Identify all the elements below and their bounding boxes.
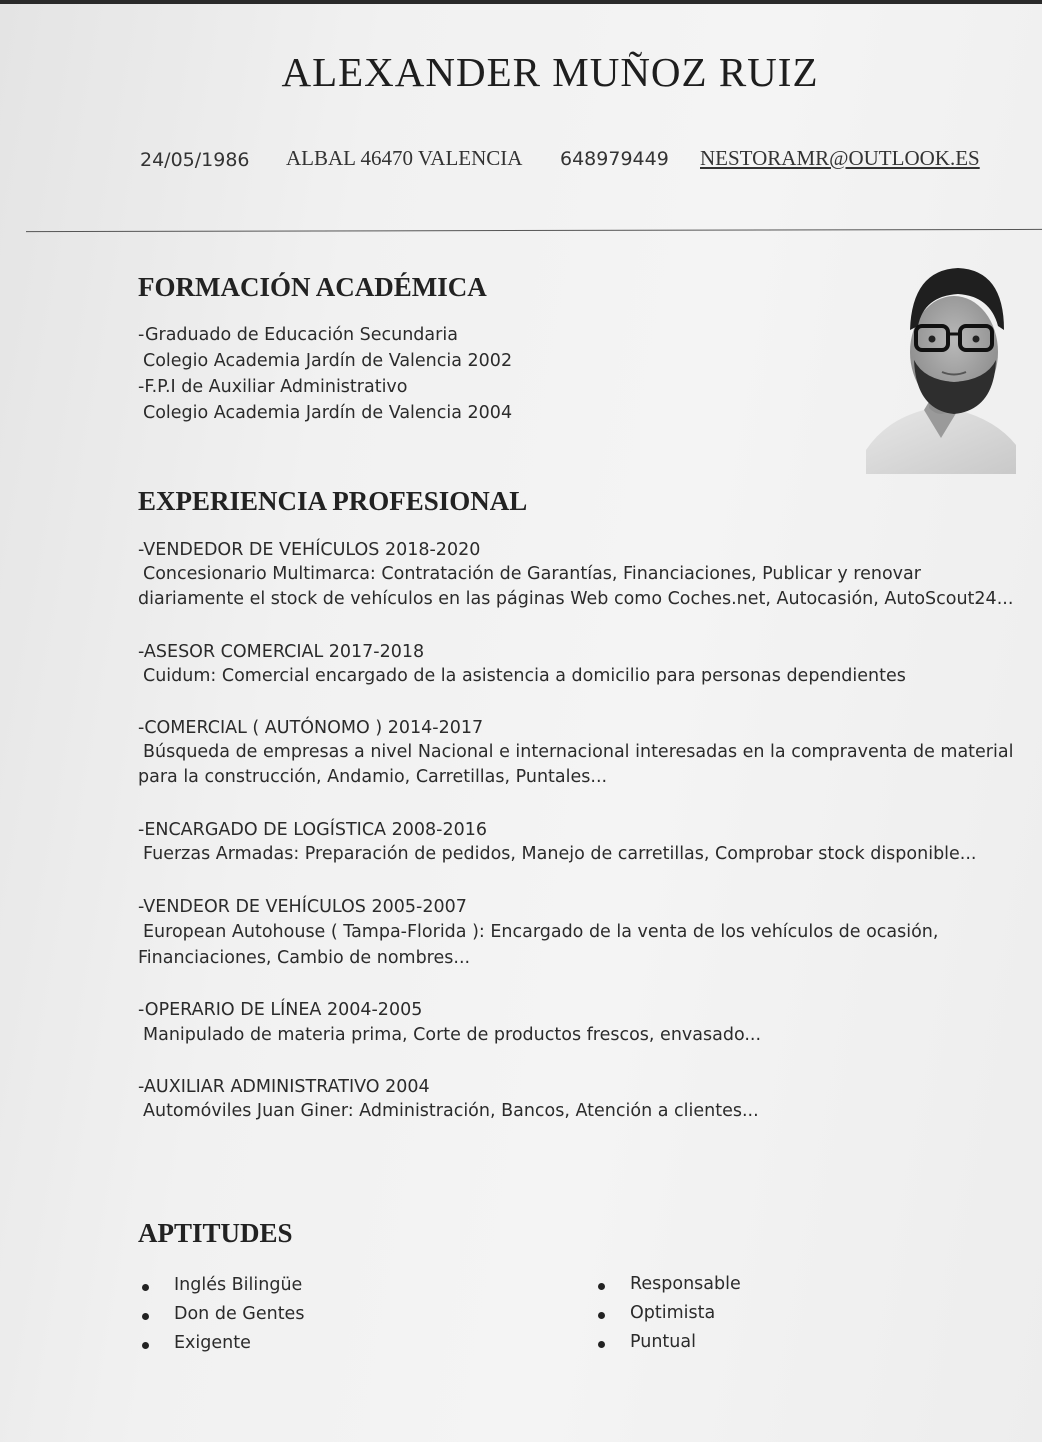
education-line: Colegio Academia Jardín de Valencia 2004 xyxy=(143,403,513,423)
job-description: Manipulado de materia prima, Corte de productos frescos, envasado... xyxy=(143,1025,762,1045)
skill-item: Responsable xyxy=(630,1274,741,1294)
job-title: -VENDEDOR DE VEHÍCULOS 2018-2020 xyxy=(138,540,481,560)
job-description: European Autohouse ( Tampa-Florida ): Encargado de la venta de los vehículos de ocasión, xyxy=(143,922,939,942)
skill-item: Optimista xyxy=(630,1303,716,1323)
job-description: Financiaciones, Cambio de nombres... xyxy=(138,948,471,968)
job-title: -OPERARIO DE LÍNEA 2004-2005 xyxy=(138,1000,423,1020)
resume-page xyxy=(0,4,1042,1442)
job-title: -ASESOR COMERCIAL 2017-2018 xyxy=(138,642,425,662)
bullet-icon xyxy=(142,1342,149,1349)
job-title: -COMERCIAL ( AUTÓNOMO ) 2014-2017 xyxy=(138,718,484,738)
education-title: FORMACIÓN ACADÉMICA xyxy=(138,272,487,302)
job-description: para la construcción, Andamio, Carretillas, Puntales... xyxy=(138,767,608,787)
job-title: -ENCARGADO DE LOGÍSTICA 2008-2016 xyxy=(138,820,487,840)
job-description: Automóviles Juan Giner: Administración, Bancos, Atención a clientes... xyxy=(143,1101,759,1121)
job-description: Concesionario Multimarca: Contratación de Garantías, Financiaciones, Publicar y renovar xyxy=(143,564,921,584)
job-title: -AUXILIAR ADMINISTRATIVO 2004 xyxy=(138,1077,430,1097)
job-title: -VENDEOR DE VEHÍCULOS 2005-2007 xyxy=(138,897,467,917)
candidate-name: ALEXANDER MUÑOZ RUIZ xyxy=(281,49,819,95)
address: ALBAL 46470 VALENCIA xyxy=(286,146,523,170)
bullet-icon xyxy=(598,1341,605,1348)
education-line: -F.P.I de Auxiliar Administrativo xyxy=(138,377,408,397)
birth-date: 24/05/1986 xyxy=(140,149,250,171)
skill-item: Exigente xyxy=(174,1333,251,1353)
skill-item: Puntual xyxy=(630,1332,696,1352)
bullet-icon xyxy=(142,1313,149,1320)
job-description: Búsqueda de empresas a nivel Nacional e internacional interesadas en la compraventa de material xyxy=(143,742,1014,762)
skills-title: APTITUDES xyxy=(138,1218,293,1248)
bullet-icon xyxy=(598,1283,605,1290)
job-description: Cuidum: Comercial encargado de la asistencia a domicilio para personas dependientes xyxy=(143,666,906,686)
bullet-icon xyxy=(598,1312,605,1319)
job-description: diariamente el stock de vehículos en las páginas Web como Coches.net, Autocasión, AutoScout24... xyxy=(138,589,1014,609)
skill-item: Don de Gentes xyxy=(174,1304,305,1324)
skill-item: Inglés Bilingüe xyxy=(174,1275,303,1295)
profile-photo xyxy=(866,260,1016,474)
education-line: Colegio Academia Jardín de Valencia 2002 xyxy=(143,351,513,371)
header-divider xyxy=(26,229,1042,232)
experience-title: EXPERIENCIA PROFESIONAL xyxy=(138,486,528,516)
job-description: Fuerzas Armadas: Preparación de pedidos, Manejo de carretillas, Comprobar stock disponible... xyxy=(143,844,977,864)
bullet-icon xyxy=(142,1284,149,1291)
education-line: -Graduado de Educación Secundaria xyxy=(138,325,458,345)
phone-number: 648979449 xyxy=(560,148,669,170)
email-link[interactable]: NESTORAMR@OUTLOOK.ES xyxy=(700,146,980,170)
